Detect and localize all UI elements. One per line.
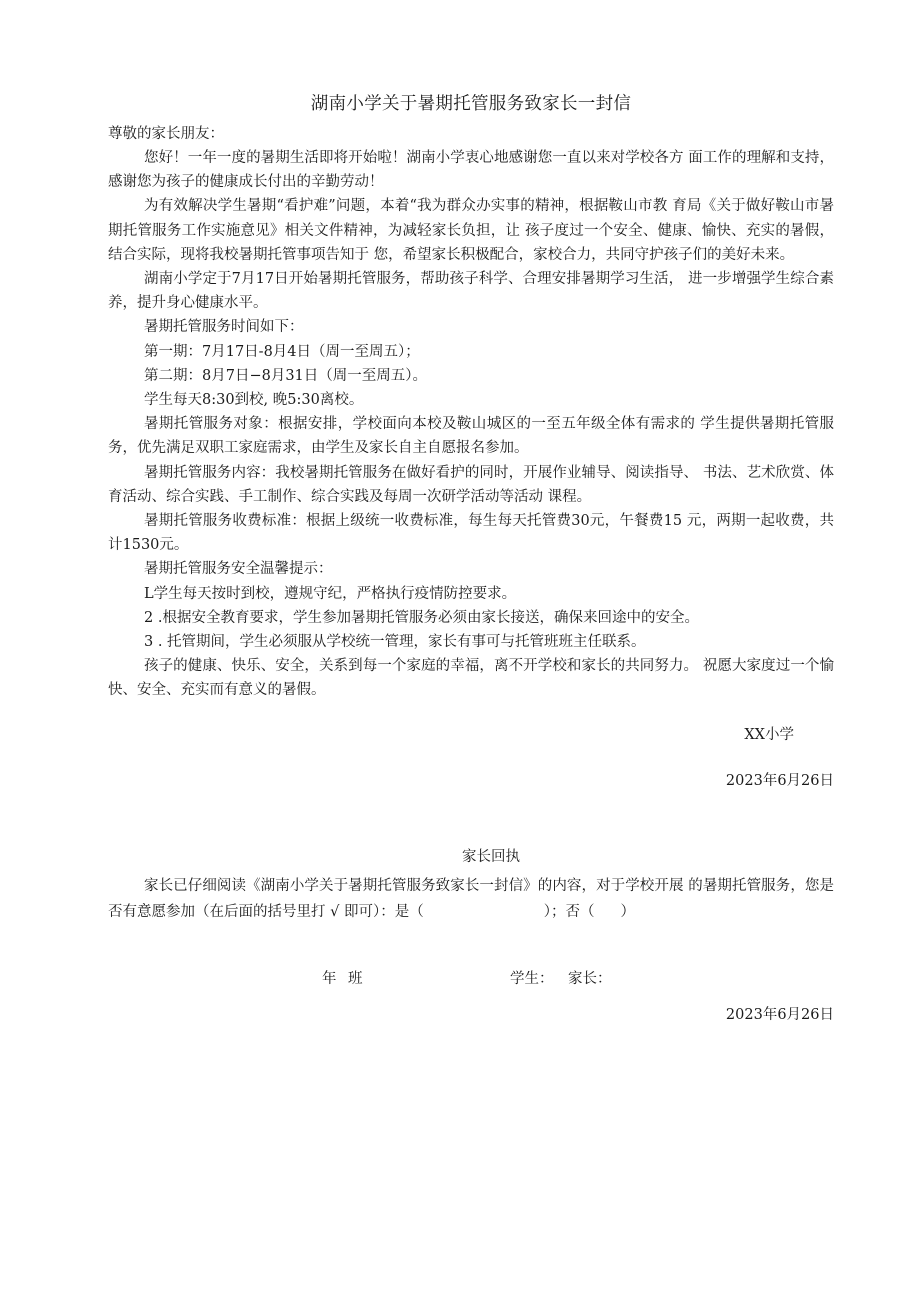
paragraph-greeting: 您好！一年一度的暑期生活即将开始啦！湖南小学衷心地感谢您一直以来对学校各方 面工作的理解和支持，感谢您为孩子的健康成长付出的辛勤劳动！ xyxy=(108,150,834,191)
receipt-fill-line xyxy=(108,967,834,991)
letter-title: 湖南小学关于暑期托管服务致家长一封信 xyxy=(310,94,632,114)
paragraph-start-date: 湖南小学定于7月17日开始暑期托管服务，帮助孩子科学、合理安排暑期学习生活， 进一步增强学生综合素养，提升身心健康水平。 xyxy=(108,271,834,312)
paragraph-content: 暑期托管服务内容：我校暑期托管服务在做好看护的同时，开展作业辅导、阅读指导、 书法、艺术欣赏、体育活动、综合实践、手工制作、综合实践及每周一次研学活动等活动 课程。 xyxy=(108,464,834,505)
student-label: 学生： xyxy=(510,970,554,987)
parent-label: 家长： xyxy=(568,970,612,987)
salutation: 尊敬的家长朋友： xyxy=(108,126,224,142)
letter-page xyxy=(108,90,834,1027)
paragraph-purpose: 为有效解决学生暑期“看护难”问题，本着“我为群众办实事的精神，根据鞍山市教 育局《关于做好鞍山市暑期托管服务工作实施意见》相关文件精神，为减轻家长负担，让 孩子度过一个安全、健康、愉快、充实的暑假，结合实际，现将我校暑期托管事项告知于 您，希望家长积极配合，家校合力，共同守护孩子们的美好未来。 xyxy=(108,198,834,263)
receipt-text xyxy=(108,873,834,925)
paragraph-daily-hours: 学生每天8:30到校, 晚5:30离校。 xyxy=(144,392,364,409)
receipt-date: 2023年6月26日 xyxy=(725,1006,834,1023)
receipt-question: 家长已仔细阅读《湖南小学关于暑期托管服务致家长一封信》的内容，对于学校开展 的暑期托管服务，您是否有意愿参加（在后面的括号里打 √ 即可）：是（ xyxy=(108,877,834,920)
safety-item-3: 3 . 托管期间，学生必须服从学校统一管理，家长有事可与托管班班主任联系。 xyxy=(144,634,646,651)
safety-item-1: L学生每天按时到校，遵规守纪，严格执行疫情防控要求。 xyxy=(144,585,517,602)
paragraph-fees: 暑期托管服务收费标准：根据上级统一收费标准，每生每天托管费30元，午餐费15 元，两期一起收费，共计1530元。 xyxy=(108,513,834,554)
paragraph-period-2: 第二期：8月7日−8月31日（周一至周五）。 xyxy=(144,367,428,384)
paragraph-schedule-heading: 暑期托管服务时间如下： xyxy=(144,319,304,336)
receipt-close-paren: ） xyxy=(620,903,635,920)
paragraph-closing: 孩子的健康、快乐、安全，关系到每一个家庭的幸福，离不开学校和家长的共同努力。 祝愿大家度过一个愉快、安全、充实而有意义的暑假。 xyxy=(108,658,834,699)
receipt-no-label: ）；否（ xyxy=(543,903,595,920)
paragraph-period-1: 第一期：7月17日-8月4日（周一至周五）； xyxy=(144,343,420,360)
paragraph-target: 暑期托管服务对象：根据安排，学校面向本校及鞍山城区的一至五年级全体有需求的 学生提供暑期托管服务，优先满足双职工家庭需求，由学生及家长自主自愿报名参加。 xyxy=(108,416,834,457)
receipt-title: 家长回执 xyxy=(462,848,520,865)
letter-date: 2023年6月26日 xyxy=(725,772,834,789)
class-label: 班 xyxy=(348,970,363,987)
grade-label: 年 xyxy=(322,970,337,987)
safety-item-2: 2 .根据安全教育要求，学生参加暑期托管服务必须由家长接送，确保来回途中的安全。 xyxy=(144,609,699,626)
paragraph-safety-heading: 暑期托管服务安全温馨提示： xyxy=(144,561,333,578)
school-signature: XX小学 xyxy=(744,726,794,743)
